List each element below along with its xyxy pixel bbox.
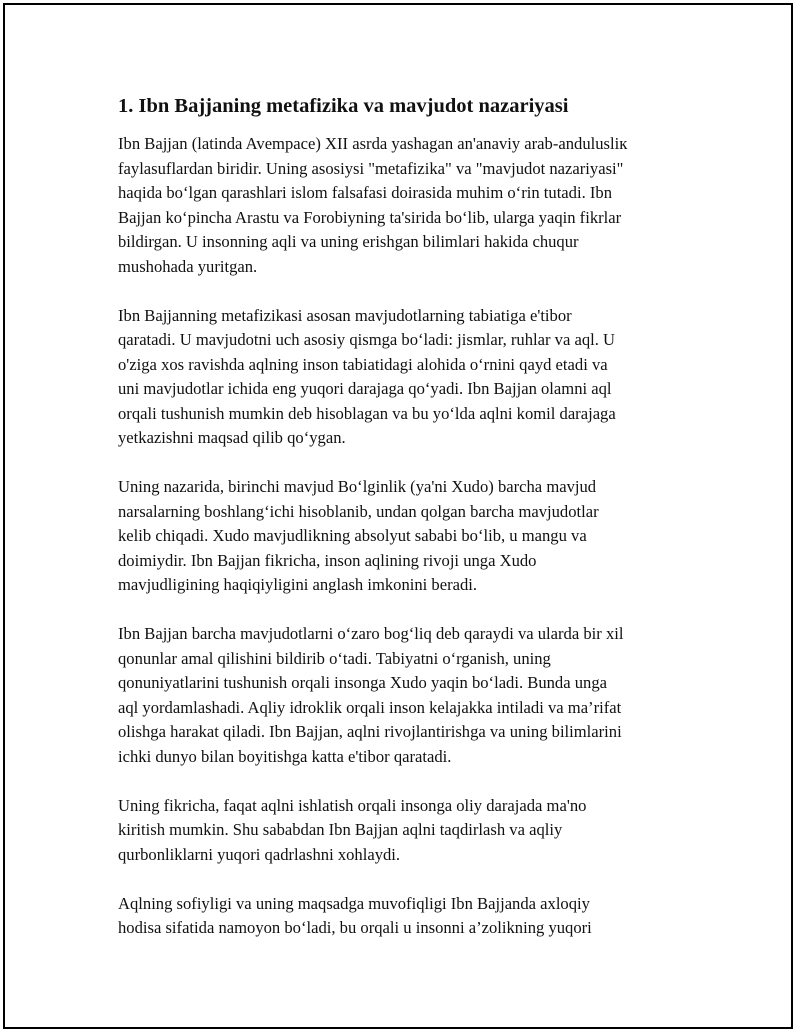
paragraph (118, 892, 708, 941)
text-line: orqali tushunish mumkin deb hisoblagan va bu yoʻlda aqlni komil darajaga (118, 403, 616, 423)
text-line: hodisa sifatida namoyon boʻladi, bu orqali u insonni a’zolikning yuqori (118, 918, 592, 937)
text-line: Ibn Bajjan barcha mavjudotlarni oʻzaro bogʻliq deb qaraydi va ularda bir xil (118, 624, 624, 643)
document-body (118, 92, 708, 965)
section-heading: 1. Ibn Bajjaning metafizika va mavjudot nazariyasi (118, 95, 569, 117)
text-line: mushohada yuritgan. (118, 256, 258, 276)
text-line: kiritish mumkin. Shu sababdan Ibn Bajjan aqlni taqdirlash va aqliy (118, 820, 563, 839)
text-line: doimiydir. Ibn Bajjan fikricha, inson aqlining rivoji unga Xudo (118, 550, 537, 570)
text-line: mavjudligining haqiqiyligini anglash imkonini beradi. (118, 575, 478, 594)
paragraph (118, 304, 708, 451)
text-line: olishga harakat qiladi. Ibn Bajjan, aqlni rivojlantirishga va uning bilimlarini (118, 722, 622, 741)
text-line: bildirgan. U insonning aqli va uning erishgan bilimlari hakida chuqur (118, 232, 579, 251)
paragraph (118, 475, 708, 598)
text-line: Ibn Bajjanning metafizikasi asosan mavjudotlarning tabiatiga e'tibor (118, 305, 572, 325)
paragraph (118, 794, 708, 868)
text-line: qurbonliklarni yuqori qadrlashni xohlaydi. (118, 844, 401, 864)
text-line: haqida boʻlgan qarashlari islom falsafasi doirasida muhim oʻrin tutadi. Ibn (118, 183, 612, 202)
paragraph (118, 622, 708, 769)
text-line: yetkazishni maqsad qilib qoʻygan. (118, 428, 346, 447)
text-line: o'ziga xos ravishda aqlning inson tabiatidagi alohida oʻrnini qayd etadi va (118, 354, 608, 374)
text-line: qaratadi. U mavjudotni uch asosiy qismga boʻladi: jismlar, ruhlar va aql. U (118, 330, 616, 349)
text-line: aql yordamlashadi. Aqliy idroklik orqali inson kelajakka intiladi va ma’rifat (118, 697, 622, 717)
text-line: Aqlning sofiyligi va uning maqsadga muvofiqligi Ibn Bajjanda axloqiy (118, 893, 590, 913)
text-line: narsalarning boshlangʻichi hisoblanib, undan qolgan barcha mavjudotlar (118, 501, 599, 521)
text-line: faylasuflardan biridir. Uning asosiysi "metafizika" va "mavjudot nazariyasi" (118, 158, 624, 178)
text-line: Uning fikricha, faqat aqlni ishlatish orqali insonga oliy darajada ma'no (118, 795, 587, 815)
text-line: Bajjan koʻpincha Arastu va Forobiyning ta'sirida boʻlib, ularga yaqin fikrlar (118, 207, 622, 227)
text-line: ichki dunyo bilan boyitishga katta e'tibor qaratadi. (118, 746, 452, 766)
text-line: uni mavjudotlar ichida eng yuqori darajaga qoʻyadi. Ibn Bajjan olamni aql (118, 379, 612, 398)
paragraphs-container (118, 132, 708, 941)
paragraph (118, 132, 708, 279)
text-line: qonuniyatlarini tushunish orqali insonga Xudo yaqin boʻladi. Bunda unga (118, 673, 607, 692)
text-line: Uning nazarida, birinchi mavjud Boʻlginlik (ya'ni Xudo) barcha mavjud (118, 477, 597, 496)
text-line: qonunlar amal qilishini bildirib oʻtadi. Tabiyatni oʻrganish, uning (118, 648, 551, 668)
text-line: kelib chiqadi. Xudo mavjudlikning absolyut sababi boʻlib, u mangu va (118, 526, 587, 545)
text-line: Ibn Bajjan (latinda Avempace) XII asrda yashagan an'anaviy arab-andulusliк (118, 134, 628, 153)
